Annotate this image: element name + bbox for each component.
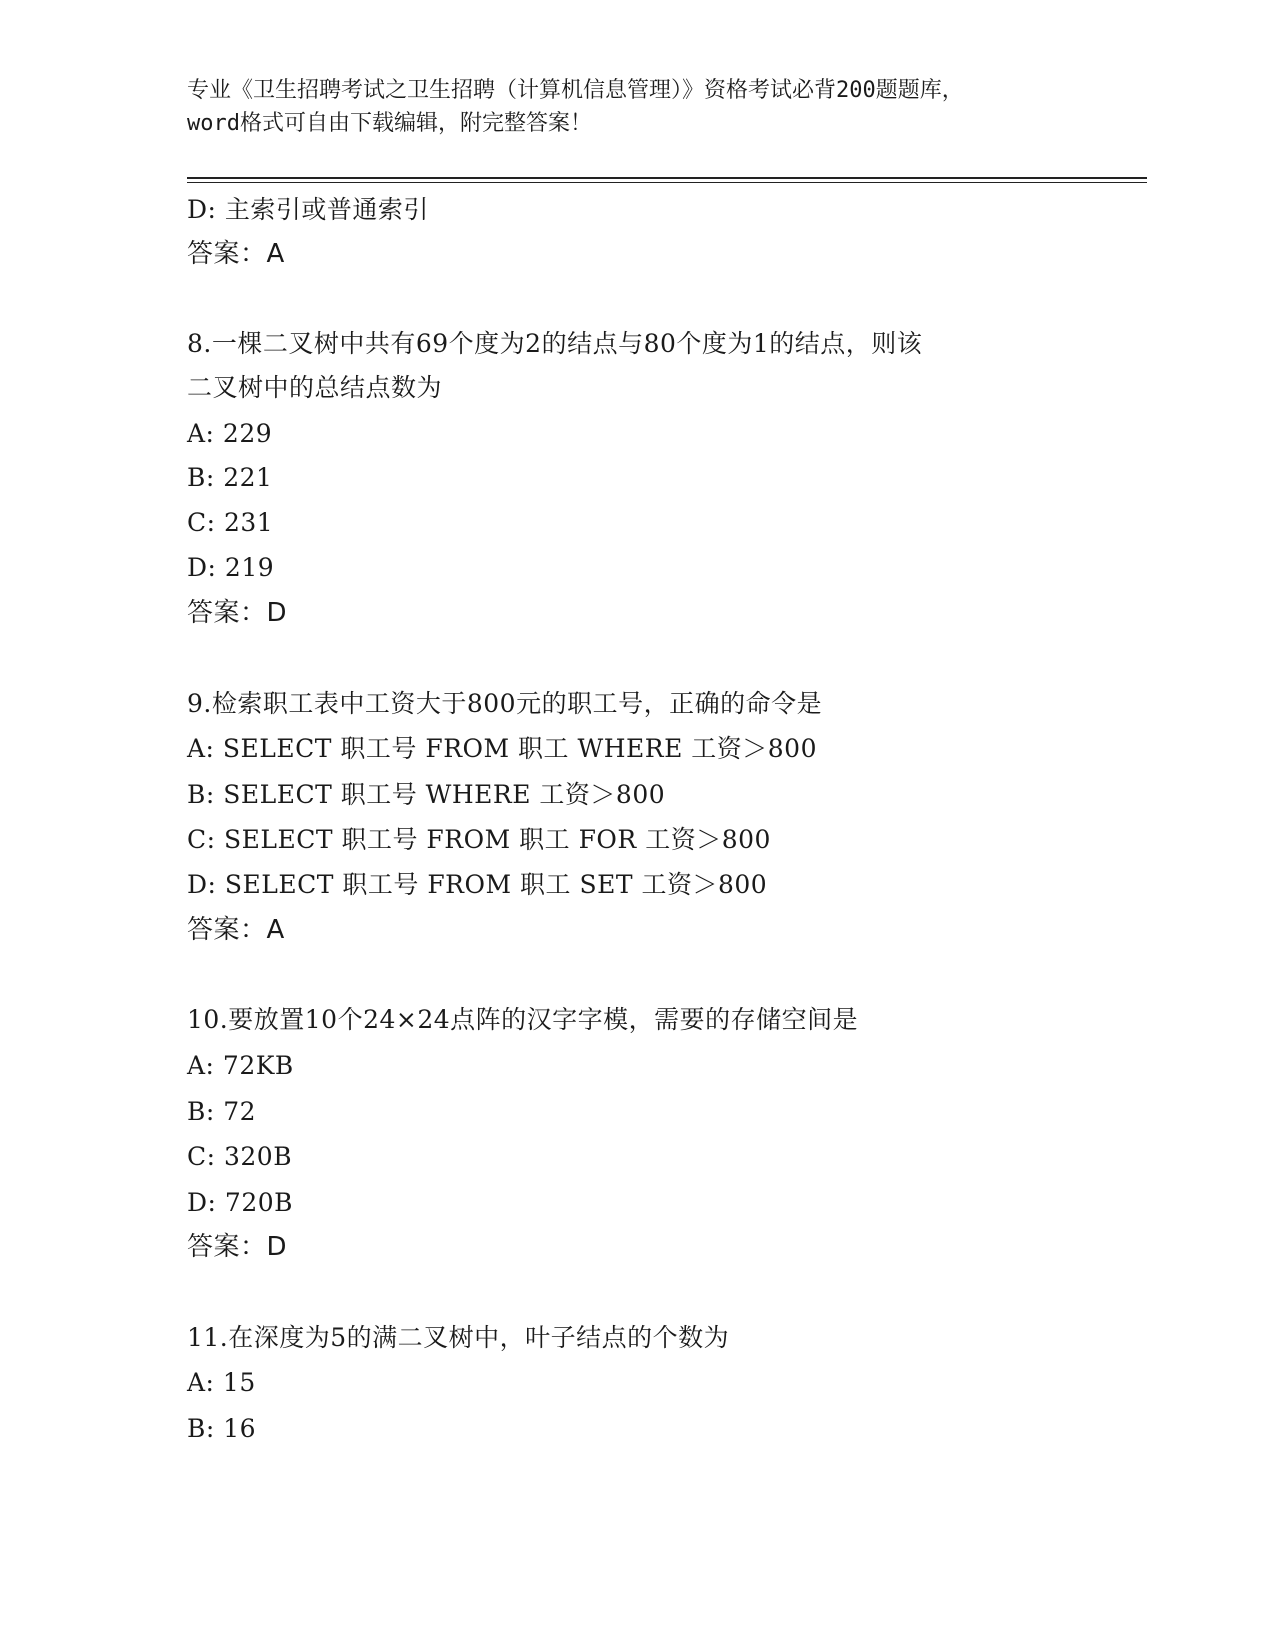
q8-option-d: D: 219 (187, 553, 275, 582)
q10-option-c: C: 320B (187, 1142, 293, 1171)
q8-stem-line-2: 二叉树中的总结点数为 (187, 373, 443, 402)
q10-option-a: A: 72KB (187, 1051, 294, 1080)
q9-option-d: D: SELECT 职工号 FROM 职工 SET 工资＞800 (187, 870, 768, 899)
q10-option-b: B: 72 (187, 1097, 257, 1126)
q11-option-a: A: 15 (187, 1368, 256, 1397)
q9-option-b: B: SELECT 职工号 WHERE 工资＞800 (187, 780, 666, 809)
q11-option-b: B: 16 (187, 1414, 257, 1443)
q8-option-c: C: 231 (187, 508, 274, 537)
q7-answer: 答案：A (187, 239, 285, 269)
header-divider-thick (187, 177, 1147, 179)
header-divider-thin (187, 182, 1147, 183)
q10-option-d: D: 720B (187, 1188, 294, 1217)
header-title-line-2: word格式可自由下载编辑，附完整答案！ (187, 111, 592, 136)
q8-answer: 答案：D (187, 598, 288, 628)
document-header (187, 74, 1087, 140)
q9-option-c: C: SELECT 职工号 FROM 职工 FOR 工资＞800 (187, 825, 771, 854)
q7-option-d: D: 主索引或普通索引 (187, 195, 429, 224)
q8-option-a: A: 229 (187, 419, 273, 448)
q11-stem-line-1: 11.在深度为5的满二叉树中，叶子结点的个数为 (187, 1323, 730, 1352)
q9-answer: 答案：A (187, 915, 285, 945)
q8-stem-line-1: 8.一棵二叉树中共有69个度为2的结点与80个度为1的结点，则该 (187, 329, 923, 358)
q8-option-b: B: 221 (187, 463, 273, 492)
q10-stem-line-1: 10.要放置10个24×24点阵的汉字字模，需要的存储空间是 (187, 1005, 859, 1034)
header-title-line-1: 专业《卫生招聘考试之卫生招聘（计算机信息管理）》资格考试必背200题题库， (187, 78, 964, 103)
q10-answer: 答案：D (187, 1232, 288, 1262)
q9-stem-line-1: 9.检索职工表中工资大于800元的职工号，正确的命令是 (187, 689, 823, 718)
q9-option-a: A: SELECT 职工号 FROM 职工 WHERE 工资＞800 (187, 734, 817, 763)
